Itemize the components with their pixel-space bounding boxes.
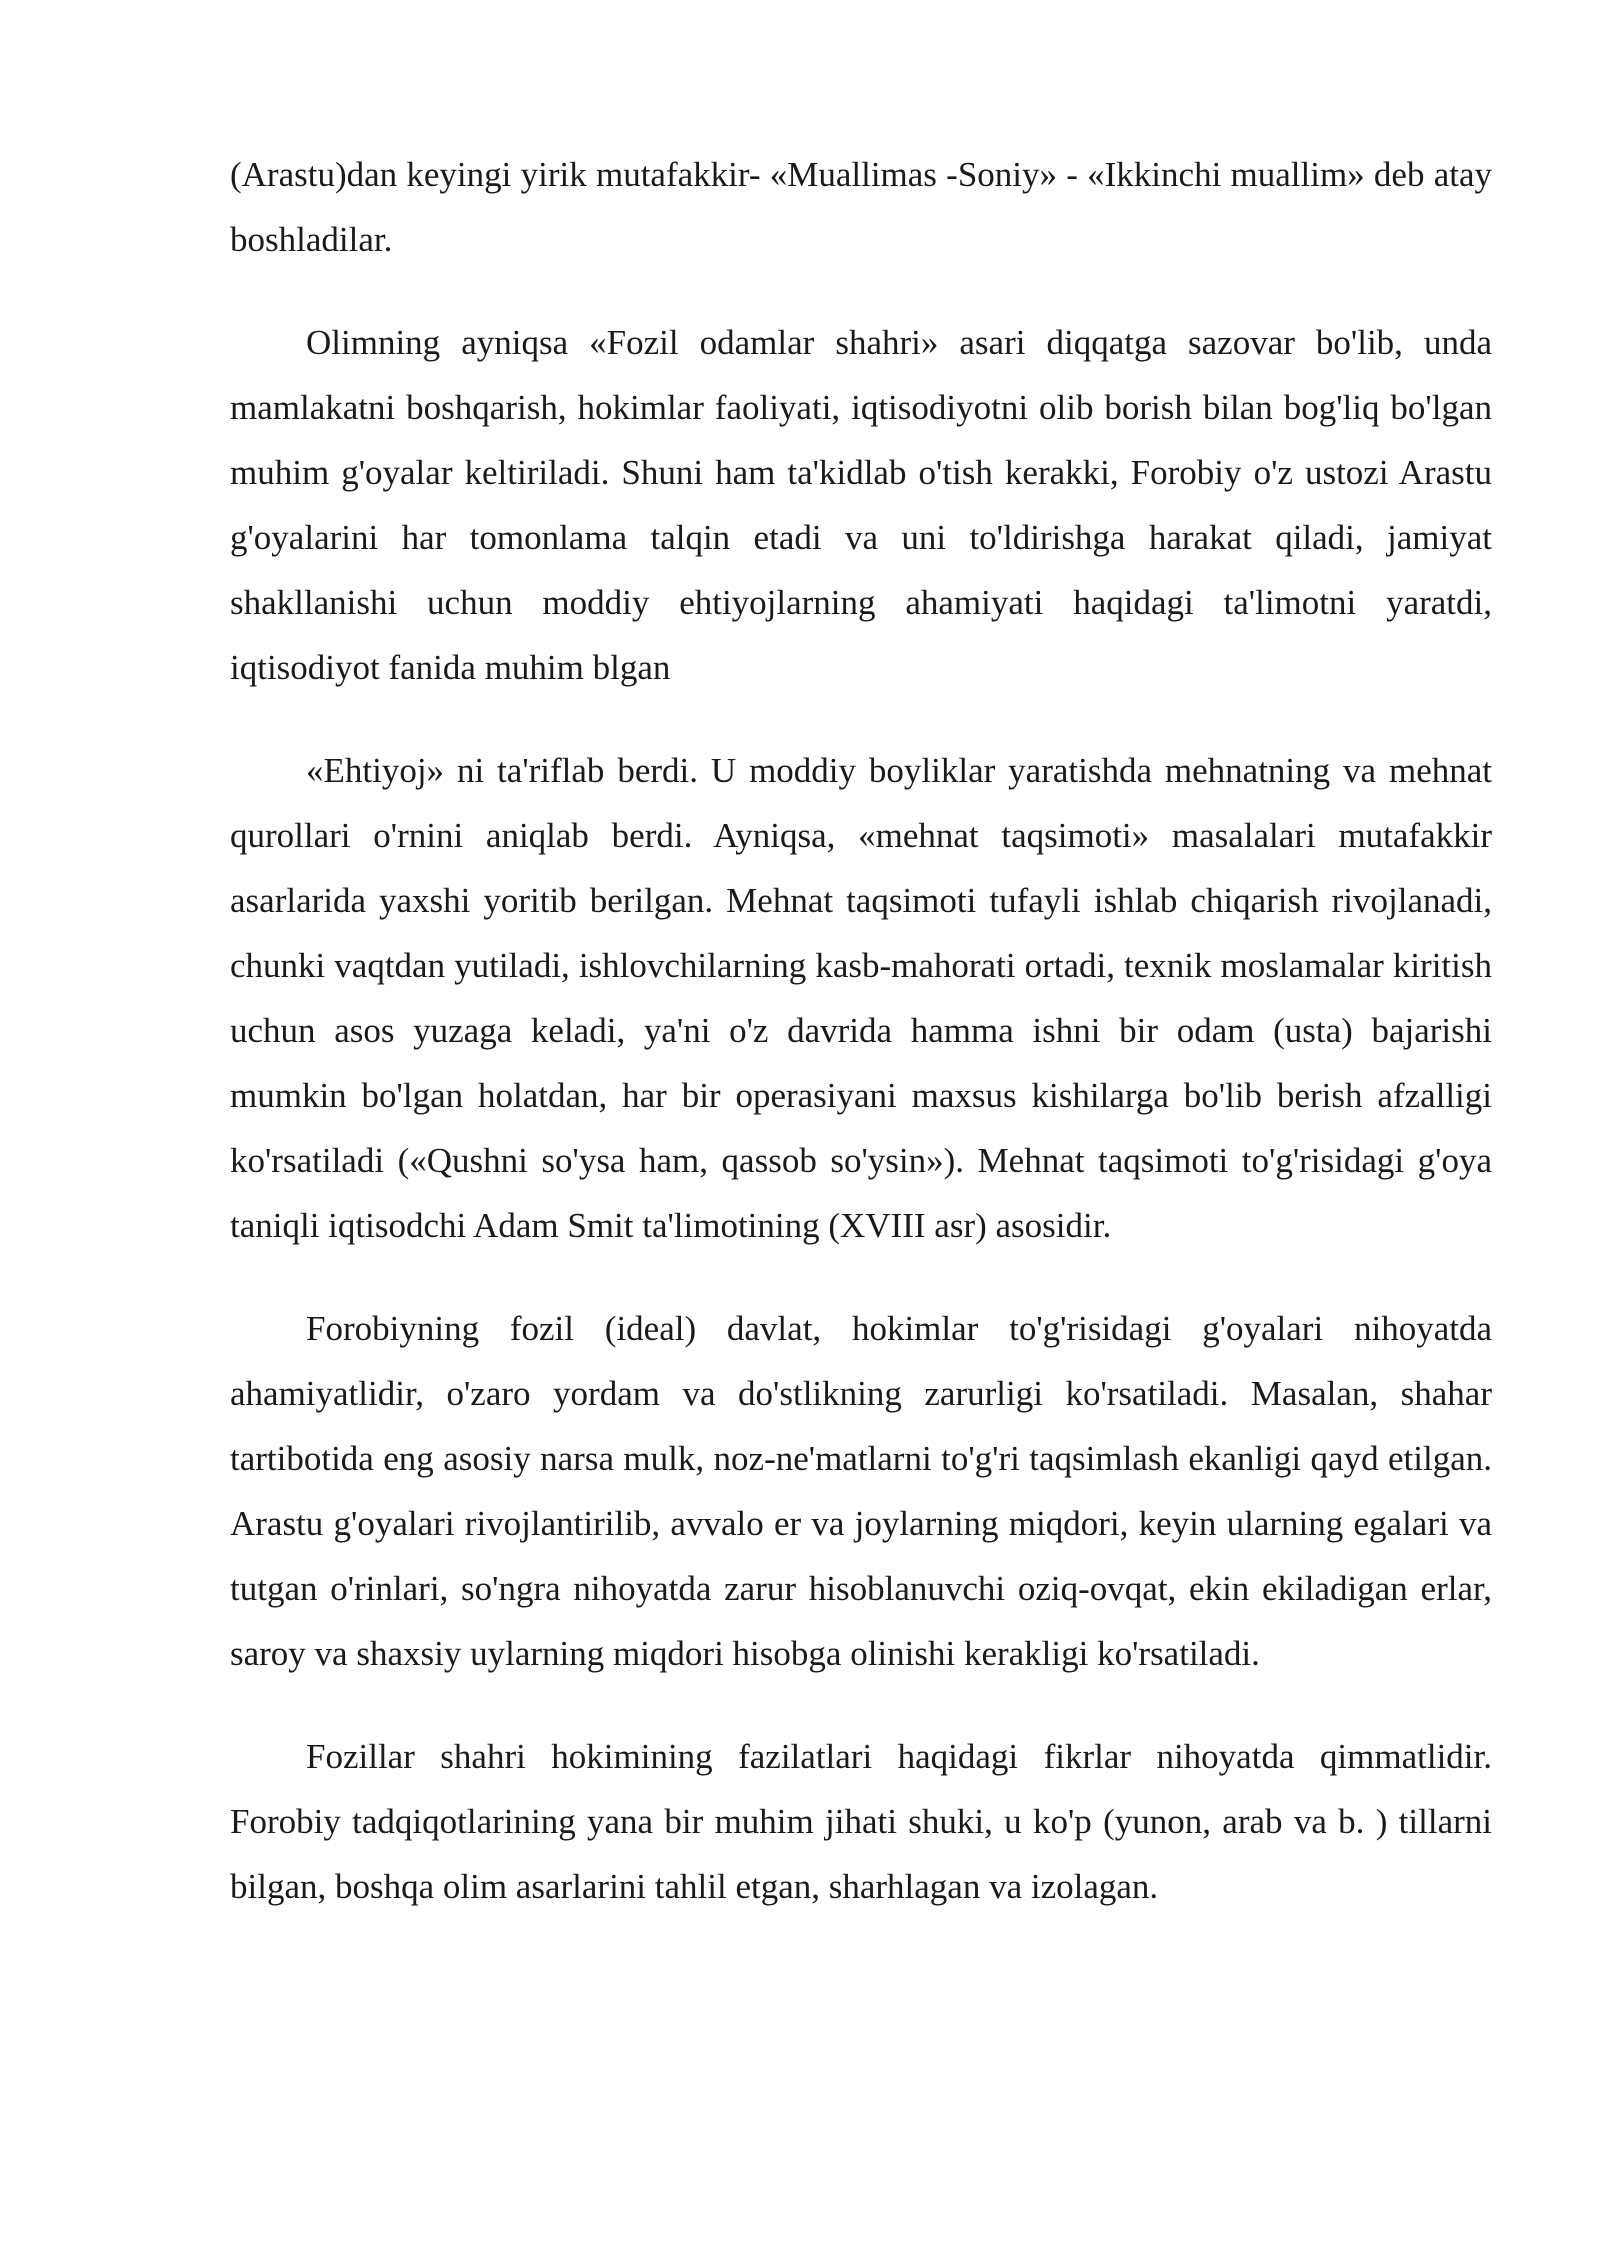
paragraph-3: «Ehtiyoj» ni ta'riflab berdi. U moddiy boyliklar yaratishda mehnatning va mehnat qurollari o'rnini aniqlab berdi. Ayniqsa, «mehnat taqsimoti» masalalari mutafakkir asarlarida yaxshi yoritib berilgan. Mehnat taqsimoti tufayli ishlab chiqarish rivojlanadi, chunki vaqtdan yutiladi, ishlovchilarning kasb-mahorati ortadi, texnik moslamalar kiritish uchun asos yuzaga keladi, ya'ni o'z davrida hamma ishni bir odam (usta) bajarishi mumkin bo'lgan holatdan, har bir operasiyani maxsus kishilarga bo'lib berish afzalligi ko'rsatiladi («Qushni so'ysa ham, qassob so'ysin»). Mehnat taqsimoti to'g'risidagi g'oya taniqli iqtisodchi Adam Smit ta'limotining (XVIII asr) asosidir. <box>230 751 1492 1245</box>
paragraph-4: Forobiyning fozil (ideal) davlat, hokimlar to'g'risidagi g'oyalari nihoyatda ahamiyatlidir, o'zaro yordam va do'stlikning zarurligi ko'rsatiladi. Masalan, shahar tartibotida eng asosiy narsa mulk, noz-ne'matlarni to'g'ri taqsimlash ekanligi qayd etilgan. Arastu g'oyalari rivojlantirilib, avvalo er va joylarning miqdori, keyin ularning egalari va tutgan o'rinlari, so'ngra nihoyatda zarur hisoblanuvchi oziq-ovqat, ekin ekiladigan erlar, saroy va shaxsiy uylarning miqdori hisobga olinishi kerakligi ko'rsatiladi. <box>230 1309 1492 1673</box>
document-body <box>230 142 1492 1957</box>
paragraph-1: (Arastu)dan keyingi yirik mutafakkir- «Muallimas -Soniy» - «Ikkinchi muallim» deb atay boshladilar. <box>230 155 1492 259</box>
paragraph-5: Fozillar shahri hokimining fazilatlari haqidagi fikrlar nihoyatda qimmatlidir. Forobiy tadqiqotlarining yana bir muhim jihati shuki, u ko'p (yunon, arab va b. ) tillarni bilgan, boshqa olim asarlarini tahlil etgan, sharhlagan va izolagan. <box>230 1737 1492 1906</box>
paragraph-2: Olimning ayniqsa «Fozil odamlar shahri» asari diqqatga sazovar bo'lib, unda mamlakatni boshqarish, hokimlar faoliyati, iqtisodiyotni olib borish bilan bog'liq bo'lgan muhim g'oyalar keltiriladi. Shuni ham ta'kidlab o'tish kerakki, Forobiy o'z ustozi Arastu g'oyalarini har tomonlama talqin etadi va uni to'ldirishga harakat qiladi, jamiyat shakllanishi uchun moddiy ehtiyojlarning ahamiyati haqidagi ta'limotni yaratdi, iqtisodiyot fanida muhim blgan <box>230 323 1492 687</box>
